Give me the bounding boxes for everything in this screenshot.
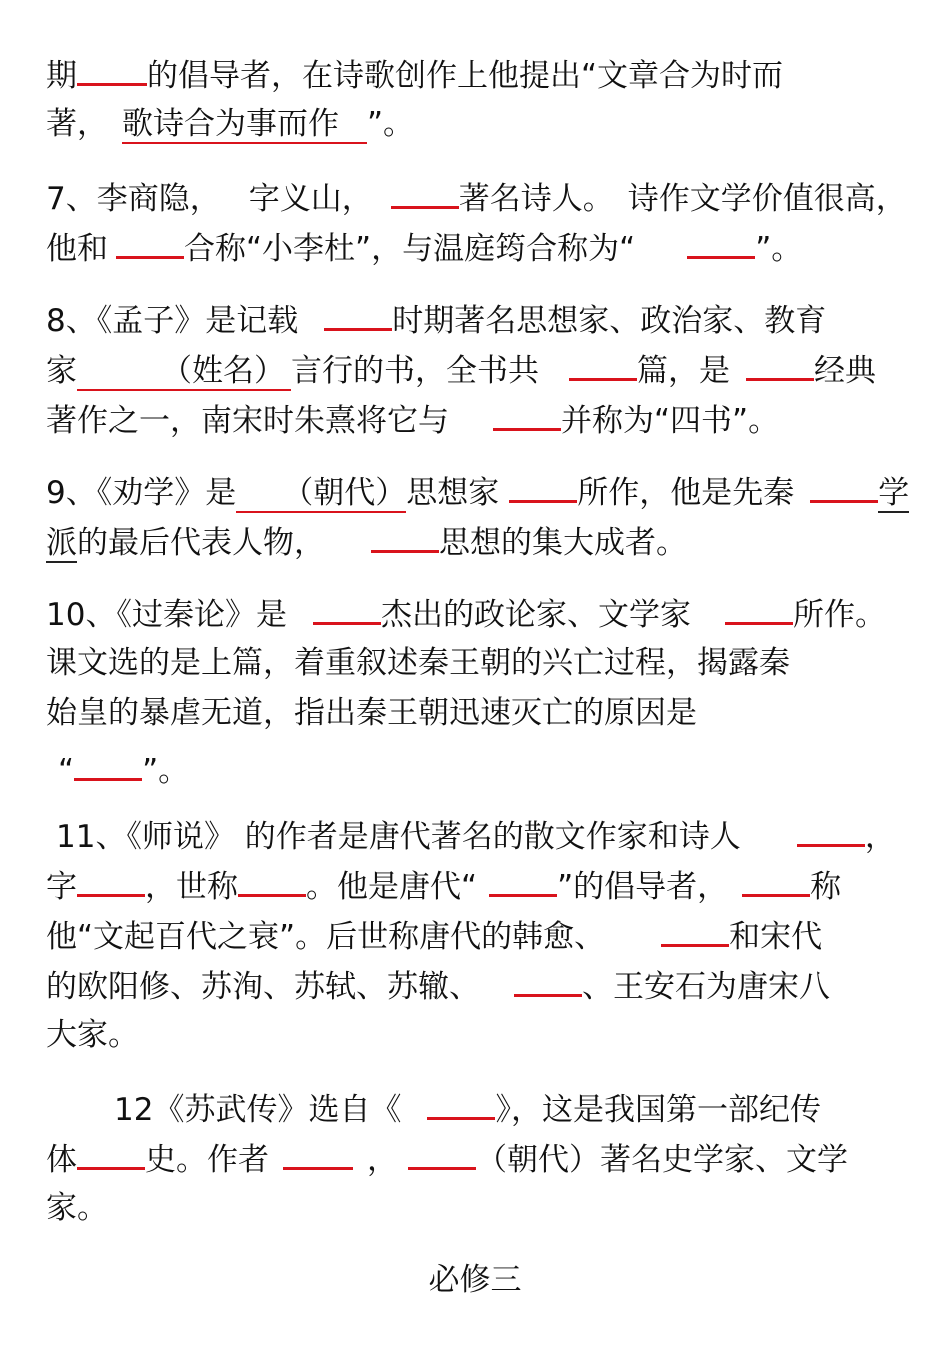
q8-line-2: 家 （姓名） 言行的书，全书共 篇，是 经典 bbox=[46, 349, 876, 389]
answer-blank[interactable] bbox=[725, 593, 793, 625]
q6-line-2: 著， 歌诗合为事而作 ”。 bbox=[46, 106, 415, 142]
q8-line-3: 著作之一，南宋时朱熹将它与 并称为“四书”。 bbox=[46, 399, 779, 439]
answer-blank[interactable] bbox=[371, 521, 439, 553]
answer-blank[interactable] bbox=[797, 815, 865, 847]
answer-blank[interactable] bbox=[283, 1138, 353, 1170]
answer-blank[interactable] bbox=[489, 865, 557, 897]
q9-line-2: 派的最后代表人物， 思想的集大成者。 bbox=[46, 521, 687, 561]
answer-blank[interactable] bbox=[746, 349, 814, 381]
q10-line-3: 始皇的暴虐无道，指出秦王朝迅速灭亡的原因是 bbox=[46, 695, 697, 731]
answer-blank[interactable] bbox=[77, 1138, 145, 1170]
answer-blank[interactable] bbox=[408, 1138, 476, 1170]
section-heading: 必修三 bbox=[428, 1262, 522, 1298]
q9-line-1: 9、《劝学》是 （朝代）思想家 所作，他是先秦 学 bbox=[46, 471, 909, 511]
q6-line-1: 期 的倡导者，在诗歌创作上他提出“文章合为时而 bbox=[46, 54, 783, 94]
q11-line-5: 大家。 bbox=[46, 1017, 139, 1053]
answer-blank[interactable] bbox=[742, 865, 810, 897]
answer-blank[interactable] bbox=[116, 227, 184, 259]
q8-line-1: 8、《孟子》是记载 时期著名思想家、政治家、教育 bbox=[46, 299, 826, 339]
q11-line-4: 的欧阳修、苏洵、苏轼、苏辙、 、王安石为唐宋八 bbox=[46, 965, 830, 1005]
q7-line-1: 7、李商隐， 字义山， 著名诗人。 诗作文学价值很高， bbox=[46, 177, 907, 217]
answer-blank[interactable] bbox=[661, 915, 729, 947]
answer-blank[interactable] bbox=[74, 749, 142, 781]
q12-line-2: 体 史。作者 ， （朝代）著名史学家、文学 bbox=[46, 1138, 848, 1178]
q11-line-2: 字 ，世称 。他是唐代“ ”的倡导者， 称 bbox=[46, 865, 841, 905]
q7-line-2: 他和 合称“小李杜”，与温庭筠合称为“ ”。 bbox=[46, 227, 802, 267]
filled-answer: （朝代） bbox=[236, 475, 406, 513]
answer-blank[interactable] bbox=[810, 471, 878, 503]
answer-blank[interactable] bbox=[77, 865, 145, 897]
answer-blank[interactable] bbox=[569, 349, 637, 381]
answer-blank[interactable] bbox=[391, 177, 459, 209]
q10-line-1: 10、《过秦论》是 杰出的政论家、文学家 所作。 bbox=[46, 593, 886, 633]
answer-blank[interactable] bbox=[238, 865, 306, 897]
answer-blank[interactable] bbox=[687, 227, 755, 259]
q10-line-4: “ ”。 bbox=[46, 749, 189, 789]
answer-blank[interactable] bbox=[493, 399, 561, 431]
q11-line-1: 11、《师说》 的作者是唐代著名的散文作家和诗人 ， bbox=[46, 815, 896, 855]
answer-blank[interactable] bbox=[77, 54, 147, 86]
filled-answer: 歌诗合为事而作 bbox=[122, 106, 367, 144]
answer-blank[interactable] bbox=[427, 1088, 495, 1120]
q12-line-1: 12《苏武传》选自《 》，这是我国第一部纪传 bbox=[46, 1088, 821, 1128]
answer-blank[interactable] bbox=[324, 299, 392, 331]
q11-line-3: 他“文起百代之衰”。后世称唐代的韩愈、 和宋代 bbox=[46, 915, 822, 955]
q10-line-2: 课文选的是上篇，着重叙述秦王朝的兴亡过程，揭露秦 bbox=[46, 645, 790, 681]
answer-blank[interactable] bbox=[313, 593, 381, 625]
q12-line-3: 家。 bbox=[46, 1190, 108, 1226]
answer-blank[interactable] bbox=[514, 965, 582, 997]
filled-answer: （姓名） bbox=[77, 353, 291, 391]
answer-blank[interactable] bbox=[509, 471, 577, 503]
